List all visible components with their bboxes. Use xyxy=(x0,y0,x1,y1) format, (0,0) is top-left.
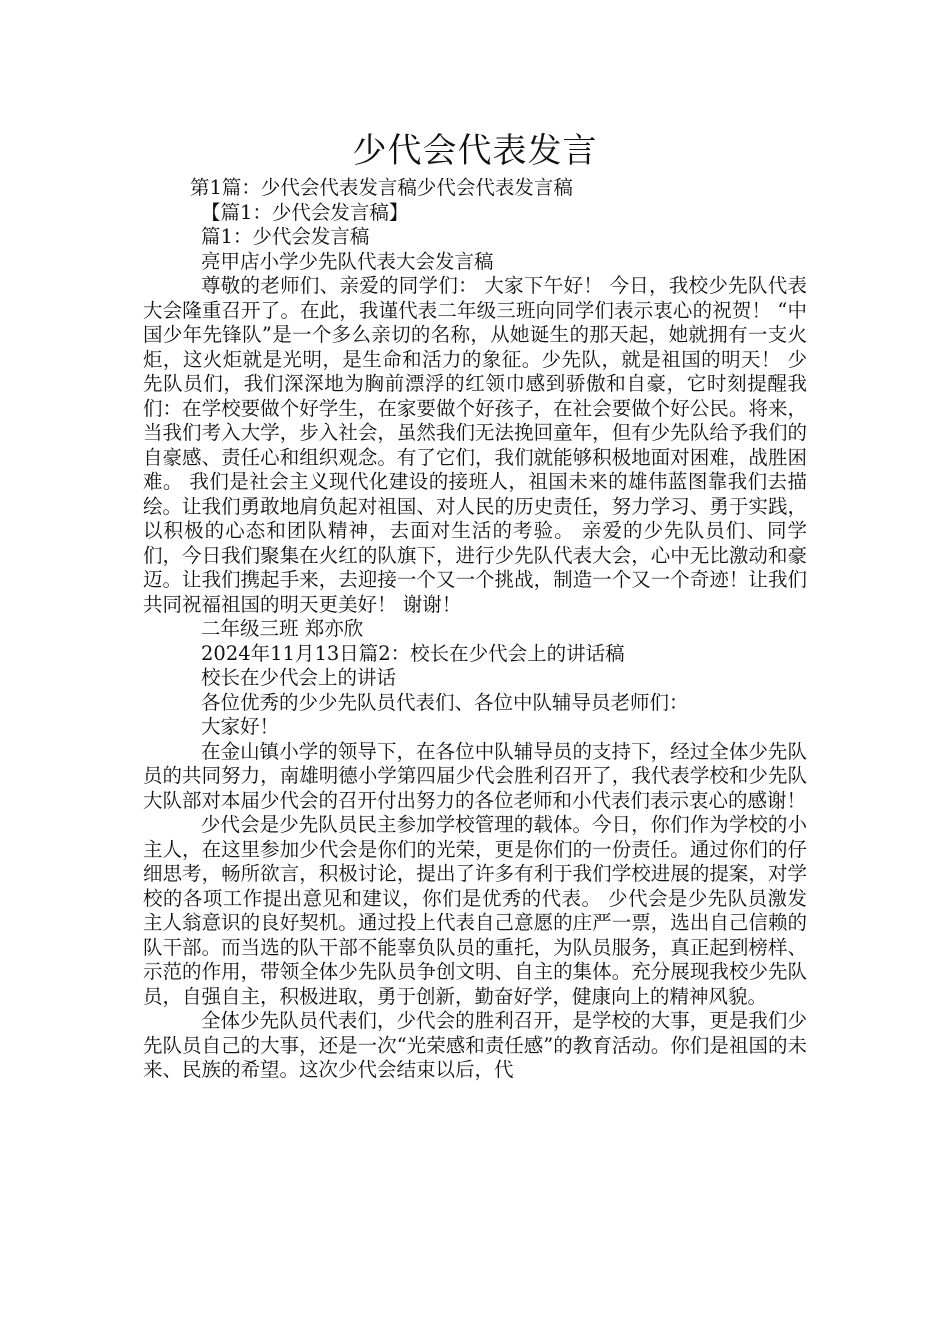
section-heading: 【篇1：少代会发言稿】 xyxy=(201,200,409,224)
article-heading: 第1篇：少代会代表发言稿少代会代表发言稿 xyxy=(190,176,573,199)
salutation: 各位优秀的少少先队员代表们、各位中队辅导员老师们： xyxy=(201,690,689,714)
date-heading-line: 2024年11月13日篇2：校长在少代会上的讲话稿 xyxy=(201,641,625,665)
speech-paragraph: 尊敬的老师们、亲爱的同学们： 大家下午好！ 今日，我校少先队代表大会隆重召开了。在此，我谨代表二年级三班向同学们表示衷心的祝贺！ “中国少年先锋队”是一个多么亲切的名称，从她诞生的那天起，她就拥有一支火炬，这火炬就是光明，是生命和活力的象征。少先队，就是祖国的明天！ 少先队员们，我们深深地为胸前漂浮的红领巾感到骄傲和自豪，它时刻提醒我们：在学校要做个好学生，在家要做个好孩子，在社会要做个好公民。将来，当我们考入大学，步入社会，虽然我们无法挽回童年，但有少先队给予我们的自豪感、责任心和组织观念。有了它们，我们就能够积极地面对困难，战胜困难。 我们是社会主义现代化建设的接班人，祖国未来的雄伟蓝图靠我们去描绘。让我们勇敢地肩负起对祖国、对人民的历史责任，努力学习、勇于实践，以积极的心态和团队精神，去面对生活的考验。 亲爱的少先队员们、同学们，今日我们聚集在火红的队旗下，进行少先队代表大会，心中无比激动和豪迈。让我们携起手来，去迎接一个又一个挑战，制造一个又一个奇迹！让我们共同祝福祖国的明天更美好！ 谢谢！ xyxy=(143,274,807,616)
body-paragraph: 少代会是少先队员民主参加学校管理的载体。今日，你们作为学校的小主人，在这里参加少代会是你们的光荣，更是你们的一份责任。通过你们的仔细思考，畅所欲言，积极讨论，提出了许多有利于我们学校进展的提案，对学校的各项工作提出意见和建议，你们是优秀的代表。 少代会是少先队员激发主人翁意识的良好契机。通过投上代表自己意愿的庄严一票，选出自己信赖的队干部。而当选的队干部不能辜负队员的重托，为队员服务，真正起到榜样、示范的作用，带领全体少先队员争创文明、自主的集体。充分展现我校少先队员，自强自主，积极进取，勇于创新，勤奋好学，健康向上的精神风貌。 xyxy=(143,813,807,1008)
body-paragraph: 全体少先队员代表们，少代会的胜利召开，是学校的大事，更是我们少先队员自己的大事，还是一次“光荣感和责任感”的教育活动。你们是祖国的未来、民族的希望。这次少代会结束以后，代 xyxy=(143,1009,807,1081)
greeting: 大家好！ xyxy=(201,715,280,738)
body-paragraph: 在金山镇小学的领导下，在各位中队辅导员的支持下，经过全体少先队员的共同努力，南雄明德小学第四届少代会胜利召开了，我代表学校和少先队大队部对本届少代会的召开付出努力的各位老师和小代表们表示衷心的感谢！ xyxy=(143,739,807,812)
speech-title: 亮甲店小学少先队代表大会发言稿 xyxy=(201,249,494,273)
author-line: 二年级三班 郑亦欣 xyxy=(201,617,364,640)
document-title: 少代会代表发言 xyxy=(352,131,598,171)
sub-heading: 篇1：少代会发言稿 xyxy=(201,225,370,248)
speech2-title: 校长在少代会上的讲话 xyxy=(201,666,397,689)
